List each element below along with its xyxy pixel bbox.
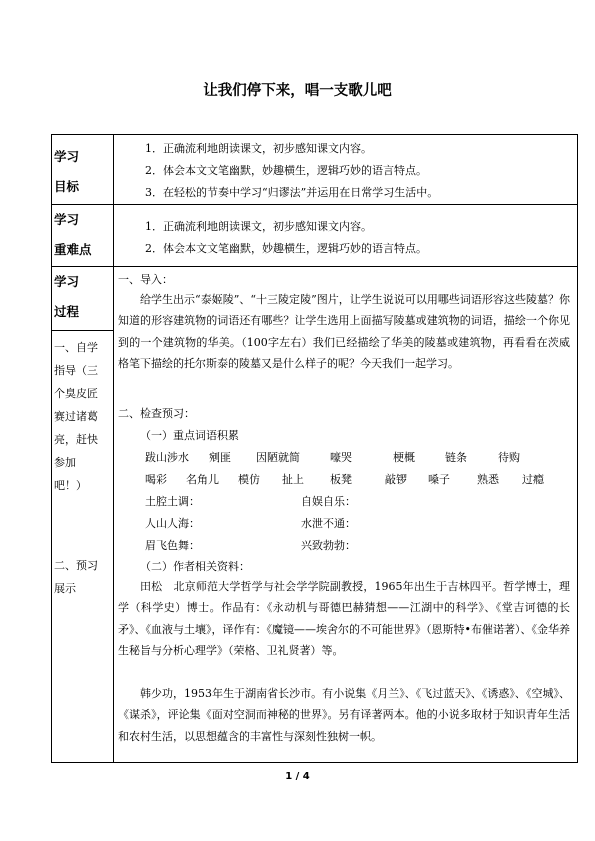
objective-item: 3．在轻松的节奏中学习“归谬法”并运用在日常学习生活中。 — [145, 186, 439, 199]
row-divider — [51, 204, 578, 205]
blank-item: 人山人海： — [145, 517, 200, 530]
row-divider — [51, 330, 113, 331]
keypoints-label: 学习 重难点 — [54, 212, 92, 257]
intro-heading: 一、导入： — [118, 273, 173, 286]
row-divider — [51, 266, 578, 267]
process-label: 学习 过程 — [54, 274, 80, 319]
objectives-label: 学习 目标 — [54, 149, 80, 194]
vocab-word: 嗓子 — [428, 473, 450, 486]
vocab-word: 嚎哭 — [330, 451, 352, 464]
vocab-word: 喝彩 — [145, 473, 167, 486]
blank-item: 土腔土调： — [145, 495, 200, 508]
vocab-word: 名角儿 — [186, 473, 219, 486]
keypoint-item: 2．体会本文文笔幽默，妙趣横生，逻辑巧妙的语言特点。 — [145, 242, 427, 255]
blank-item: 眉飞色舞： — [145, 539, 200, 552]
keypoint-item: 1．正确流利地朗读课文，初步感知课文内容。 — [145, 220, 372, 233]
self-study-guide-label: 一、自学 指导（三 个臭皮匠 赛过诸葛 亮，赶快 参加 吧！） — [54, 341, 98, 492]
objective-item: 2．体会本文文笔幽默，妙趣横生，逻辑巧妙的语言特点。 — [145, 164, 427, 177]
blank-item: 水泄不通： — [301, 517, 356, 530]
vocab-word: 模仿 — [238, 473, 260, 486]
vocab-word: 敲锣 — [385, 473, 407, 486]
preview-label: 二、预习 展示 — [54, 559, 98, 595]
intro-paragraph: 给学生出示“泰姬陵”、“十三陵定陵”图片，让学生说说可以用哪些词语形容这些陵墓？你知道的形容建筑物的词语还有哪些？让学生选用上面描写陵墓或建筑物的词语，描绘一个你见到的一个建筑物的华美。（100字左右）我们已经描绘了华美的陵墓或建筑物，再看看在茨威格笔下描绘的托尔斯泰的陵墓又是什么样子的呢？今天我们一起学习。 — [118, 293, 570, 371]
author-heading: （二）作者相关资料： — [140, 560, 250, 573]
page-title: 让我们停下来，唱一支歌儿吧 — [203, 83, 392, 99]
vocab-word: 待购 — [498, 451, 520, 464]
objective-item: 1．正确流利地朗读课文，初步感知课文内容。 — [145, 142, 372, 155]
blank-item: 自娱自乐： — [301, 495, 356, 508]
vocab-word: 扯上 — [282, 473, 304, 486]
vocab-word: 过瘾 — [522, 473, 544, 486]
vocab-word: 剜匪 — [209, 451, 231, 464]
vocab-word: 熟悉 — [477, 473, 499, 486]
check-heading: 二、检查预习： — [118, 407, 195, 420]
author-paragraph-tian-song: 田松 北京师范大学哲学与社会学学院副教授，1965年出生于吉林四平。哲学博士，理学（科学史）博士。作品有：《永动机与哥德巴赫猜想——江湖中的科学》、《堂吉诃德的长矛》、《血液与土壤》，译作有：《魔镜——埃舍尔的不可能世界》（恩斯特•布催诺著）、《金华养生秘旨与分析心理学》（荣格、卫礼贤著）等。 — [118, 580, 570, 658]
author-paragraph-han-shaogong: 韩少功，1953年生于湖南省长沙市。有小说集《月兰》、《飞过蓝天》、《诱惑》、《空城》、《谋杀》，评论集《面对空洞而神秘的世界》。另有译著两本。他的小说多取材于知识青年生活和农村生活，以思想蕴含的丰富性与深刻性独树一帜。 — [118, 687, 570, 743]
vocab-word: 链条 — [445, 451, 467, 464]
vocab-word: 梗概 — [393, 451, 415, 464]
blank-item: 兴致勃勃： — [301, 539, 356, 552]
page-number: 1 / 4 — [285, 771, 310, 782]
vocab-heading: （一）重点词语积累 — [140, 429, 239, 442]
vocab-word: 板凳 — [330, 473, 352, 486]
vocab-word: 跋山涉水 — [145, 451, 189, 464]
vocab-word: 因陋就简 — [256, 451, 300, 464]
column-divider — [113, 134, 114, 763]
